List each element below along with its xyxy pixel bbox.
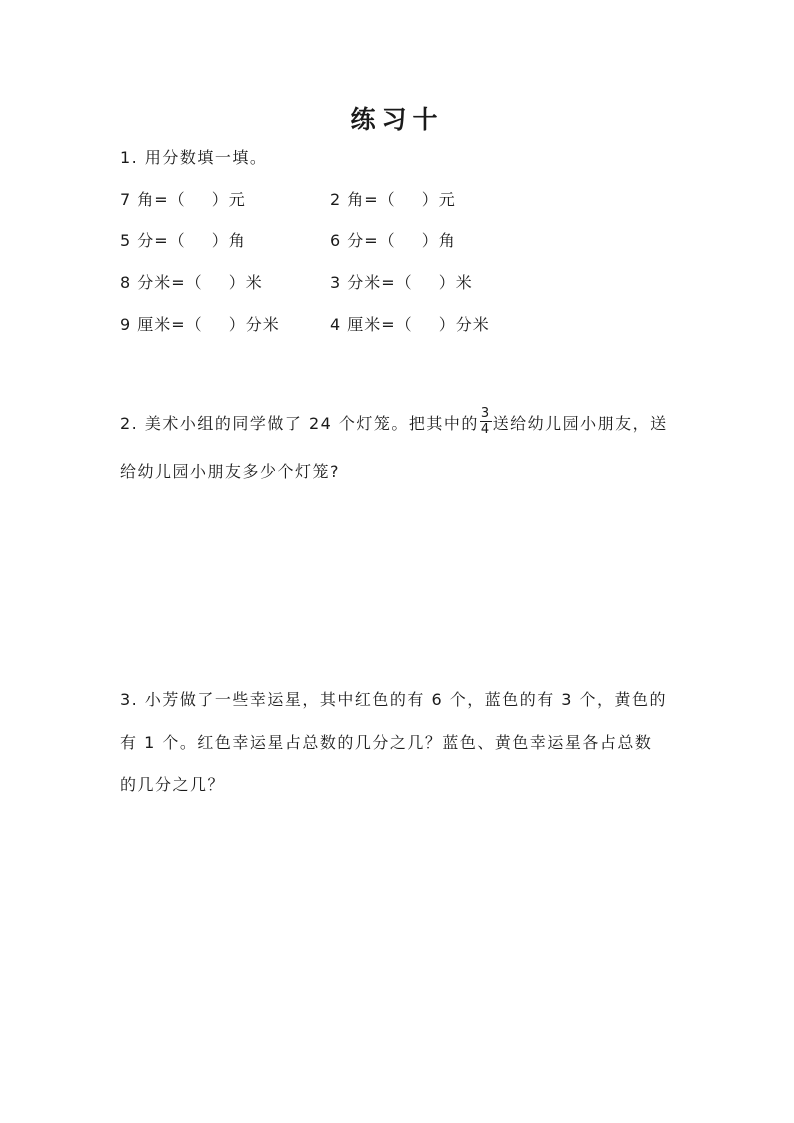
q1-item-rhs: ）分米 <box>228 315 280 334</box>
q1-item-lhs: 5 分=（ <box>120 231 186 250</box>
q2-text-part1: 2. 美术小组的同学做了 24 个灯笼。把其中的 <box>120 414 479 433</box>
q1-item-lhs: 2 角=（ <box>330 190 396 209</box>
q1-item-rhs: ）角 <box>211 231 246 250</box>
q1-item-rhs: ）米 <box>228 273 263 292</box>
q2-line-1 <box>120 406 668 439</box>
q1-item-rhs: ）米 <box>438 273 473 292</box>
q1-item-rhs: ）分米 <box>438 315 490 334</box>
q3-line-2: 有 1 个。红色幸运星占总数的几分之几？蓝色、黄色幸运星各占总数 <box>120 733 653 752</box>
q1-item-lhs: 8 分米=（ <box>120 273 203 292</box>
q1-item-rhs: ）角 <box>421 231 456 250</box>
q1-item-rhs: ）元 <box>421 190 456 209</box>
q1-item-rhs: ）元 <box>211 190 246 209</box>
q1-item-1-2 <box>330 190 456 210</box>
fraction-denominator: 4 <box>480 422 491 437</box>
q2-line-2: 给幼儿园小朋友多少个灯笼? <box>120 462 340 481</box>
q1-heading: 1. 用分数填一填。 <box>120 148 268 167</box>
q1-item-lhs: 4 厘米=（ <box>330 315 413 334</box>
q1-item-4-1 <box>120 315 280 335</box>
q1-item-3-2 <box>330 273 473 293</box>
q1-item-2-2 <box>330 231 456 251</box>
q2-text-part2: 送给幼儿园小朋友，送 <box>492 414 668 433</box>
fraction-numerator: 3 <box>480 406 491 421</box>
page-title: 练习十 <box>350 105 444 134</box>
q1-item-3-1 <box>120 273 263 293</box>
q1-item-lhs: 3 分米=（ <box>330 273 413 292</box>
q1-item-lhs: 9 厘米=（ <box>120 315 203 334</box>
q3-line-1: 3. 小芳做了一些幸运星，其中红色的有 6 个，蓝色的有 3 个，黄色的 <box>120 690 668 709</box>
q3-line-3: 的几分之几？ <box>120 775 226 794</box>
q1-item-2-1 <box>120 231 246 251</box>
q1-item-4-2 <box>330 315 490 335</box>
q1-item-lhs: 7 角=（ <box>120 190 186 209</box>
q1-item-lhs: 6 分=（ <box>330 231 396 250</box>
q1-item-1-1 <box>120 190 246 210</box>
q2-fraction <box>480 407 492 436</box>
